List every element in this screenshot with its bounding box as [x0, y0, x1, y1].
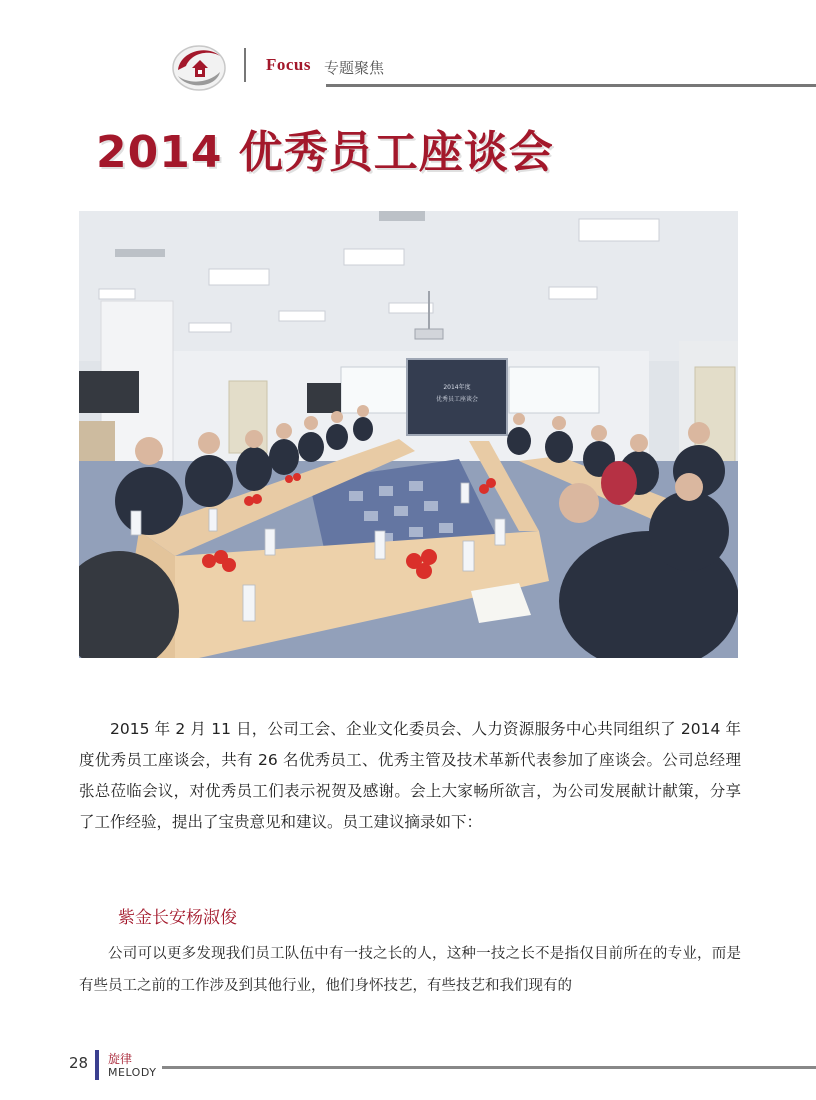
speaker-name: 紫金长安杨淑俊 — [118, 908, 237, 928]
screen-text-line1: 2014年度 — [443, 384, 471, 391]
section-label-cn: 专题聚焦 — [324, 59, 385, 77]
screen-text-line2: 优秀员工座谈会 — [435, 396, 479, 403]
header-rule — [326, 84, 816, 87]
footer-accent-bar — [95, 1050, 99, 1080]
magazine-name-en: MELODY — [108, 1066, 157, 1079]
meeting-photo — [79, 211, 738, 658]
quote-paragraph: 公司可以更多发现我们员工队伍中有一技之长的人，这种一技之长不是指仅目前所在的专业，而是有些员工之前的工作涉及到其他行业，他们身怀技艺，有些技艺和我们现有的 — [79, 946, 741, 994]
magazine-logo-icon — [170, 40, 228, 92]
footer-rule — [162, 1066, 816, 1069]
speaker-quote — [79, 938, 741, 1002]
intro-paragraph: 2015 年 2 月 11 日，公司工会、企业文化委员会、人力资源服务中心共同组织了 2014 年度优秀员工座谈会，共有 26 名优秀员工、优秀主管及技术革新代表参加了座谈会。公司总经理张总莅临会议，对优秀员工们表示祝贺及感谢。会上大家畅所欲言，为公司发展献计献策，分享了工作经验，提出了宝贵意见和建议。员工建议摘录如下： — [79, 720, 741, 831]
magazine-name-cn: 旋律 — [108, 1052, 133, 1066]
page-number: 28 — [69, 1054, 89, 1072]
header-separator — [244, 48, 246, 82]
article-title: 2014 优秀员工座谈会 — [96, 127, 554, 178]
section-label-en: Focus — [266, 55, 311, 74]
article-body — [79, 714, 741, 838]
